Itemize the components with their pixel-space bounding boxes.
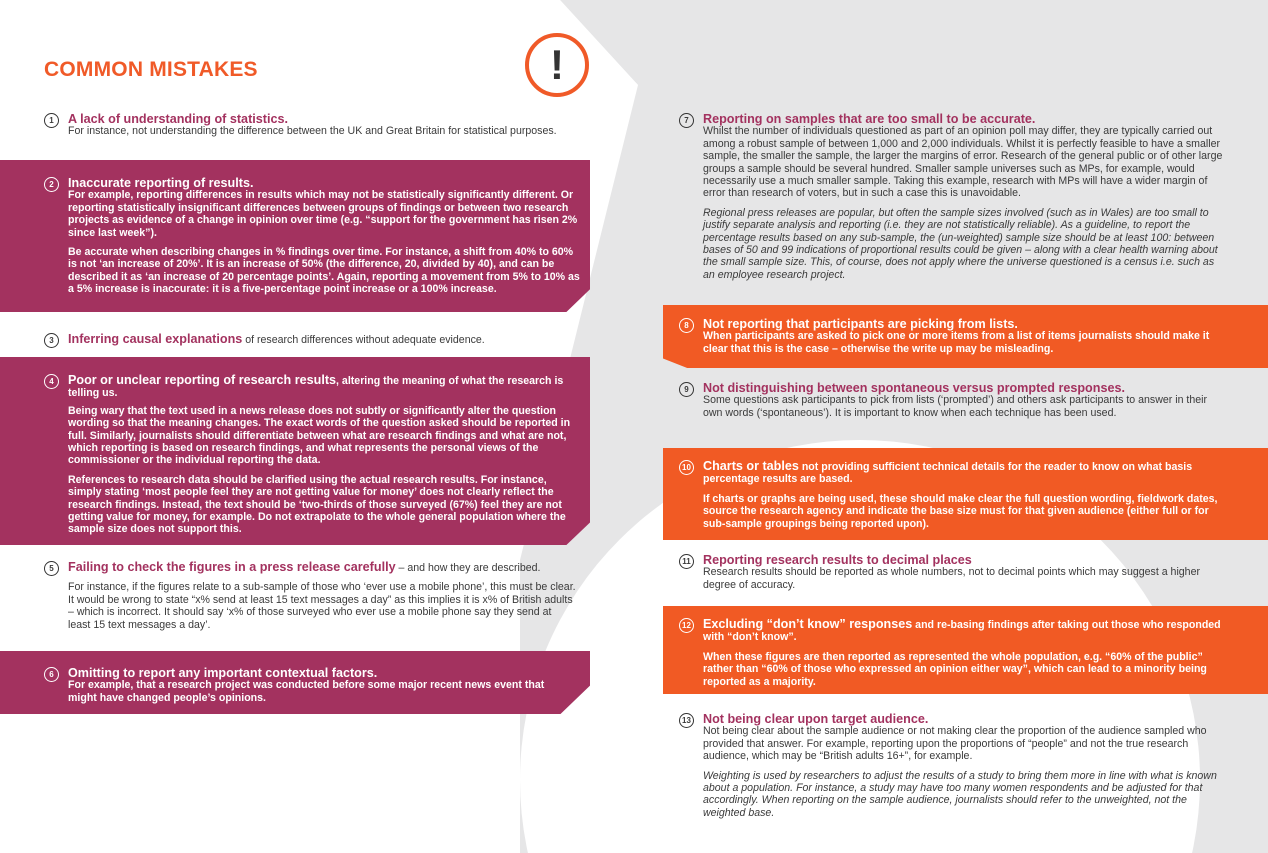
item-heading-tail: of research differences without adequate evidence. (245, 334, 485, 346)
item-5 (49, 560, 576, 638)
item-1 (49, 112, 568, 145)
item-heading: Inferring causal explanations (68, 332, 243, 346)
item-8 (684, 317, 1213, 362)
item-text: Be accurate when describing changes in % findings over time. For instance, a shift from 40% to 60% is not ‘an increase of 20%’. It is an increase of 50% (the difference, 20, divided by 40), and can be described it as ‘an increase of 20 percentage points’. Again, reporting a movement from 5% to 10% as a 5% increase is inaccurate: it is a five-percentage point increase or a 100% increase. (68, 246, 580, 296)
number-badge: 10 (679, 460, 694, 475)
item-heading: A lack of understanding of statistics. (68, 112, 288, 126)
item-heading: Inaccurate reporting of results. (68, 176, 254, 190)
item-text: For example, reporting differences in results which may not be statistically significantly different. Or reporting statistically insignificant differences between groups of findings or between two research projects as evidence of a change in opinion over time (e.g. “support for the government has risen 2% since last week”). (68, 189, 578, 239)
item-text-italic: Weighting is used by researchers to adjust the results of a study to bring them more in line with what is known about a population. For instance, a study may have too many women respondents and be adjusted for that accordingly. When reporting on the sample audience, journalists should refer to the unweighted, not the weighted base. (703, 769, 1217, 819)
number-badge: 12 (679, 618, 694, 633)
number-badge: 8 (679, 318, 694, 333)
item-text: When participants are asked to pick one or more items from a list of items journalists should make it clear that this is the case – otherwise the write up may be misleading. (703, 330, 1210, 355)
item-heading: Not distinguishing between spontaneous versus prompted responses. (703, 381, 1125, 395)
number-badge: 4 (44, 374, 59, 389)
item-heading: Poor or unclear reporting of research results (68, 373, 337, 387)
item-6 (49, 666, 558, 711)
page-title: COMMON MISTAKES (44, 58, 258, 81)
item-text: Some questions ask participants to pick from lists (‘prompted’) and others ask participants to answer in their own words (‘spontaneous’). It is important to know when each technique has been used. (703, 394, 1208, 419)
item-heading: Omitting to report any important contextual factors. (68, 666, 378, 680)
number-badge: 13 (679, 713, 694, 728)
item-2 (49, 176, 580, 303)
item-10 (682, 459, 1223, 537)
item-heading: Reporting research results to decimal places (703, 553, 972, 567)
number-badge: 11 (679, 554, 694, 569)
item-text: Not being clear about the sample audience or not making clear the proportion of the audience sampled who provided that answer. For example, reporting upon the proportions of “people” and not the true research audience, which may be “British adults 16+”, for example. (703, 725, 1207, 763)
item-heading-tail: and re-basing findings after taking out those who responded with “don’t know”. (703, 619, 1221, 644)
item-heading-tail: not providing sufficient technical details for the reader to know on what basis percentage results are based. (703, 461, 1193, 486)
item-text: When these figures are then reported as represented the whole population, e.g. “60% of the public” rather than “60% of those who expressed an opinion either way”, which can lead to a minority being reported as a majority. (703, 650, 1207, 688)
number-badge: 5 (44, 561, 59, 576)
item-heading: Excluding “don’t know” responses (703, 617, 913, 631)
item-text: References to research data should be clarified using the actual research results. For instance, simply stating ‘most people feel they are not getting value for money’ does not clearly reflect the research findings. Instead, the text should be ‘two-thirds of those surveyed (67%) feel they are not getting value for money, for example. Do not extrapolate to the whole general population where the sample size does not support this. (68, 473, 566, 536)
item-heading-tail: , altering the meaning of what the research is telling us. (68, 375, 564, 400)
number-badge: 7 (679, 113, 694, 128)
item-text: If charts or graphs are being used, these should make clear the full question wording, fieldwork dates, source the research agency and indicate the base size must for that given audience (either full or for sub-sample groupings being reported upon). (703, 492, 1218, 530)
number-badge: 3 (44, 333, 59, 348)
number-badge: 2 (44, 177, 59, 192)
item-text: Research results should be reported as whole numbers, not to decimal points which may suggest a higher degree of accuracy. (703, 566, 1200, 591)
item-text: For example, that a research project was conducted before some major recent news event that might have changed people’s opinions. (68, 679, 545, 704)
exclamation-circle-icon: ! (525, 33, 589, 97)
item-text-italic: Regional press releases are popular, but often the sample sizes involved (such as in Wales) are too small to justify separate analysis and reporting (i.e. they are not statistically reliable). As a guideline, to report the percentage results based on any sub-sample, the (un-weighted) sample size should be at least 100: between bases of 50 and 99 indications of proportional results could be given – along with a clear health warning about the small sample size. This, of course, does not apply where the universe questioned is a census i.e. such as an employee research project. (703, 206, 1218, 281)
item-heading: Failing to check the figures in a press release carefully (68, 560, 396, 574)
item-heading: Charts or tables (703, 459, 799, 473)
item-heading: Not reporting that participants are picking from lists. (703, 317, 1018, 331)
item-13 (682, 712, 1225, 826)
item-12 (682, 617, 1223, 695)
number-badge: 9 (679, 382, 694, 397)
number-badge: 6 (44, 667, 59, 682)
item-text: Whilst the number of individuals questioned as part of an opinion poll may differ, they are typically carried out among a robust sample of between 1,000 and 2,000 individuals. Whilst it is perfectly feasible to have a smaller sample, the smaller the sample, the larger the margins of error. Research of the general public or of other large groups a sample should be several hundred. Smaller sample universes such as MPs, for example, would necessarily use a much smaller sample. Taking this example, research with MPs will have a wider margin of error than research of voters, but in such a case this is unavoidable. (703, 125, 1223, 200)
item-4 (49, 373, 573, 543)
item-heading-tail: – and how they are described. (395, 562, 541, 574)
number-badge: 1 (44, 113, 59, 128)
item-text: For instance, not understanding the difference between the UK and Great Britain for statistical purposes. (68, 125, 557, 138)
item-heading: Reporting on samples that are too small to be accurate. (703, 112, 1036, 126)
item-3 (49, 332, 568, 346)
item-7 (684, 112, 1225, 288)
item-text: For instance, if the figures relate to a sub-sample of those who ‘ever use a mobile phone’, this must be clear. It would be wrong to state “x% send at least 15 text messages a day” as this implies it is x% of British adults – which is incorrect. It should say ‘x% of those surveyed who ever use a mobile phone say they send at least 15 text messages a day’. (68, 581, 576, 631)
item-heading: Not being clear upon target audience. (703, 712, 929, 726)
item-text: Being wary that the text used in a news release does not subtly or significantly alter the question wording so that the meaning changes. The exact words of the question asked should be reported in full. Similarly, journalists should differentiate between what are research findings and what are not, which reporting is based on research findings, and what represents the personal views of the commissioner or the individual reporting the data. (68, 404, 571, 467)
item-9 (684, 381, 1225, 426)
item-11 (682, 553, 1225, 598)
